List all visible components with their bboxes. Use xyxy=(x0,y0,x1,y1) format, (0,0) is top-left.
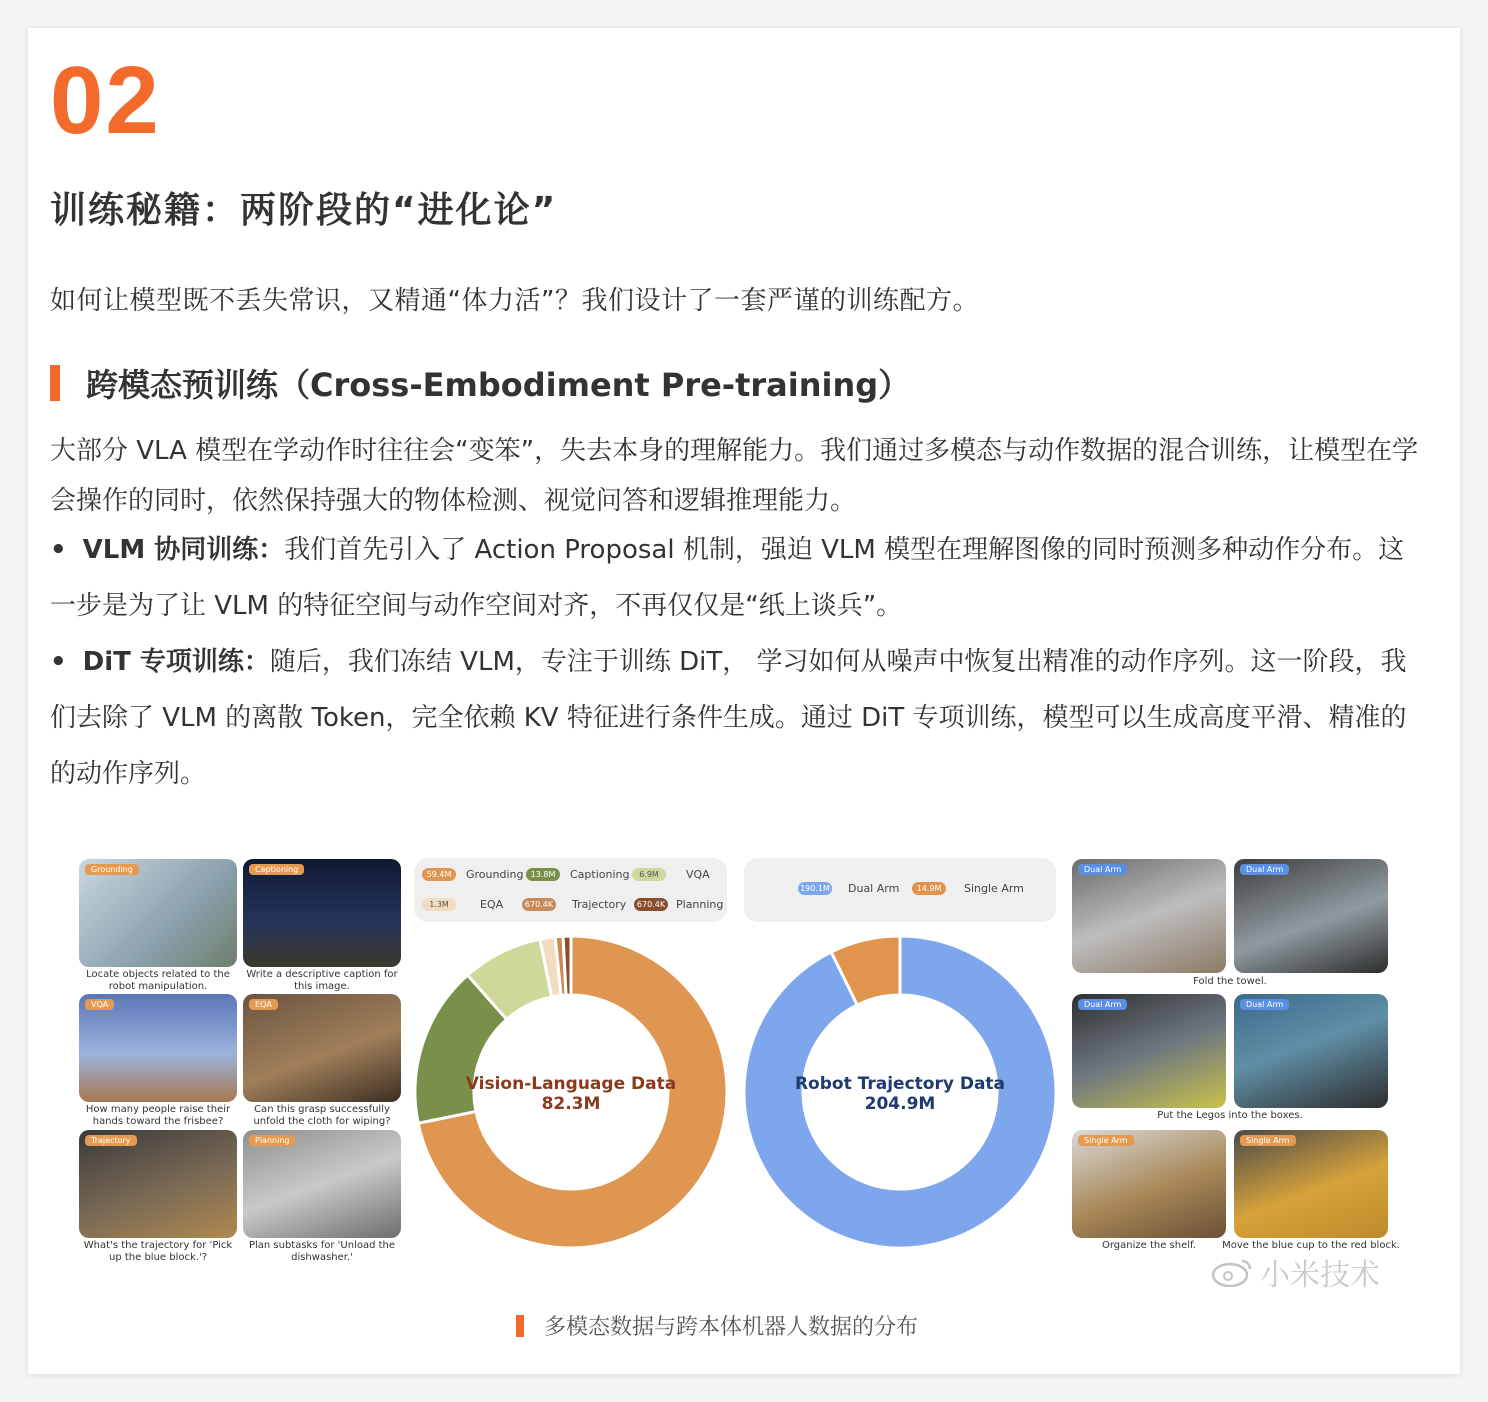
vl-center-label xyxy=(413,1074,729,1114)
weibo-watermark xyxy=(1210,1250,1380,1294)
tag-dual-arm: Dual Arm xyxy=(1240,864,1289,875)
legend-label: Trajectory xyxy=(572,898,627,911)
caption-eqa: Can this grasp successfully unfold the cloth for wiping? xyxy=(253,1104,391,1127)
legend-label: Single Arm xyxy=(964,882,1024,895)
caption-accent-bar xyxy=(516,1315,524,1337)
caption-grounding: Locate objects related to the robot manipulation. xyxy=(86,969,230,992)
legend-label: Grounding xyxy=(466,868,524,881)
photo-grounding xyxy=(79,859,237,967)
tag-planning: Planning xyxy=(249,1135,295,1146)
legend-label: VQA xyxy=(686,868,710,881)
photo-dual-arm-4 xyxy=(1234,994,1388,1108)
legend-swatch: 13.8M xyxy=(526,868,560,881)
section-title: 训练秘籍：两阶段的“进化论” xyxy=(50,190,558,231)
subsection-title: 跨模态预训练（Cross-Embodiment Pre-training） xyxy=(86,366,911,404)
tag-dual-arm: Dual Arm xyxy=(1078,864,1127,875)
photo-captioning xyxy=(243,859,401,967)
legend-swatch: 6.9M xyxy=(632,868,666,881)
photo-eqa xyxy=(243,994,401,1102)
legend-label: EQA xyxy=(480,898,504,911)
caption-legos: Put the Legos into the boxes. xyxy=(1157,1110,1303,1121)
tag-dual-arm: Dual Arm xyxy=(1240,999,1289,1010)
legend-swatch: 670.4K xyxy=(522,898,556,911)
caption-captioning: Write a descriptive caption for this image. xyxy=(246,969,398,992)
legend-swatch: 14.9M xyxy=(912,882,946,895)
tag-dual-arm: Dual Arm xyxy=(1078,999,1127,1010)
legend-label: Captioning xyxy=(570,868,630,881)
legend-swatch: 670.4K xyxy=(634,898,668,911)
donut-slice-planning xyxy=(563,936,571,995)
intro-text: 如何让模型既不丢失常识，又精通“体力活”？我们设计了一套严谨的训练配方。 xyxy=(50,286,979,316)
caption-vqa: How many people raise their hands toward the frisbee? xyxy=(85,1104,231,1127)
watermark-text: 小米技术 xyxy=(1260,1258,1380,1293)
robot-center-title: Robot Trajectory Data xyxy=(794,1074,1006,1094)
legend-label: Planning xyxy=(676,898,724,911)
caption-planning: Plan subtasks for 'Unload the dishwasher.' xyxy=(248,1240,396,1263)
caption-trajectory: What's the trajectory for 'Pick up the blue block.'? xyxy=(83,1240,233,1263)
tag-grounding: Grounding xyxy=(85,864,139,875)
data-distribution-figure xyxy=(48,828,1400,1268)
photo-vqa xyxy=(79,994,237,1102)
subsection-heading xyxy=(50,360,910,406)
photo-single-arm-1 xyxy=(1072,1130,1226,1238)
tag-captioning: Captioning xyxy=(249,864,304,875)
caption-move-cup: Move the blue cup to the red block. xyxy=(1222,1240,1400,1251)
photo-dual-arm-1 xyxy=(1072,859,1226,973)
figure-caption xyxy=(516,1310,918,1341)
legend-label: Dual Arm xyxy=(848,882,900,895)
tag-vqa: VQA xyxy=(85,999,114,1010)
paragraph: 大部分 VLA 模型在学动作时往往会“变笨”，失去本身的理解能力。我们通过多模态与动作数据的混合训练，让模型在学会操作的同时，依然保持强大的物体检测、视觉问答和逻辑推理能力。 xyxy=(50,436,1419,516)
robot-center-label xyxy=(742,1074,1058,1114)
photo-trajectory xyxy=(79,1130,237,1238)
photo-single-arm-2 xyxy=(1234,1130,1388,1238)
tag-single-arm: Single Arm xyxy=(1240,1135,1296,1146)
legend-swatch: 1.3M xyxy=(422,898,456,911)
caption-organize-shelf: Organize the shelf. xyxy=(1101,1240,1197,1251)
robot-legend xyxy=(744,858,1056,922)
bullet-dot-icon: • xyxy=(50,647,67,677)
vl-legend xyxy=(414,858,727,922)
bullet-item xyxy=(50,634,1430,802)
photo-dual-arm-2 xyxy=(1234,859,1388,973)
vl-center-title: Vision-Language Data xyxy=(465,1074,677,1094)
caption-fold-towel: Fold the towel. xyxy=(1193,976,1267,987)
section-number: 02 xyxy=(50,47,161,154)
legend-swatch: 59.4M xyxy=(422,868,456,881)
figure-caption-text: 多模态数据与跨本体机器人数据的分布 xyxy=(544,1315,919,1340)
tag-trajectory: Trajectory xyxy=(85,1135,137,1146)
vl-center-value: 82.3M xyxy=(541,1094,601,1114)
bullet-text: 随后，我们冻结 VLM，专注于训练 DiT， 学习如何从噪声中恢复出精准的动作序列。这一阶段，我们去除了 VLM 的离散 Token，完全依赖 KV 特征进行条件生成。通过 DiT 专项训练，模型可以生成高度平滑、精准的的动作序列。 xyxy=(50,647,1407,789)
tag-single-arm: Single Arm xyxy=(1078,1135,1134,1146)
bullet-text: 我们首先引入了 Action Proposal 机制，强迫 VLM 模型在理解图像的同时预测多种动作分布。这一步是为了让 VLM 的特征空间与动作空间对齐，不再仅仅是“纸上谈兵”。 xyxy=(50,535,1405,621)
heading-accent-bar xyxy=(50,365,60,401)
photo-dual-arm-3 xyxy=(1072,994,1226,1108)
weibo-icon xyxy=(1210,1257,1254,1287)
bullet-lead: DiT 专项训练： xyxy=(82,647,270,677)
robot-center-value: 204.9M xyxy=(864,1094,936,1114)
bullet-lead: VLM 协同训练： xyxy=(82,535,285,565)
photo-planning xyxy=(243,1130,401,1238)
tag-eqa: EQA xyxy=(249,999,278,1010)
bullet-item xyxy=(50,522,1430,634)
bullet-dot-icon: • xyxy=(50,535,67,565)
legend-swatch: 190.1M xyxy=(798,882,832,895)
